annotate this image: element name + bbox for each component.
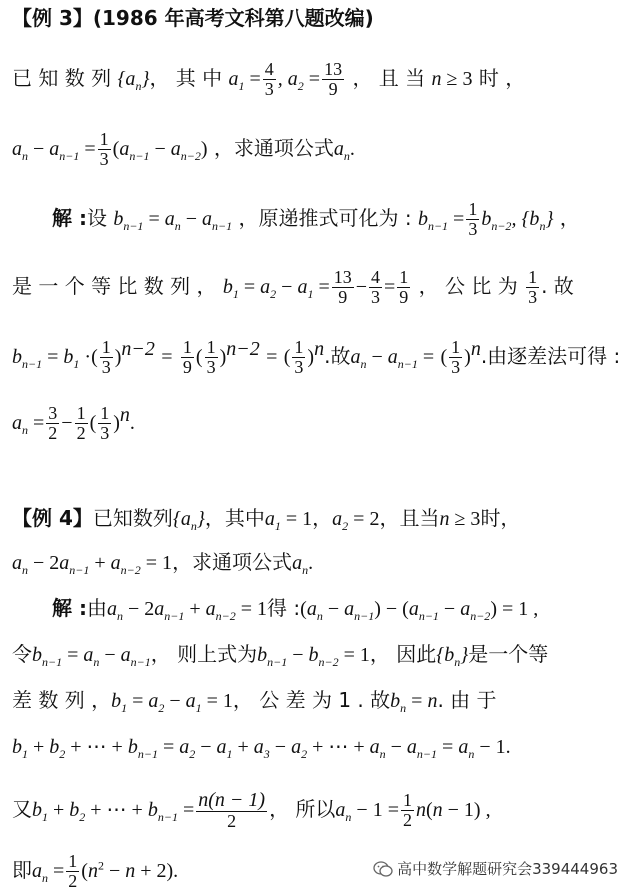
watermark-text: 高中数学解题研究会339444963: [397, 860, 618, 878]
watermark: [373, 858, 618, 879]
example4-solution-line5: 又$b_1 + b_2$ + ⋯ + $b_{n-1}$ = $\frac{n(n - 1)}{2}$ ， 所以$a_n - 1$ = $\frac{1}{2}$ n(n − 1) ,: [12, 789, 491, 831]
example4-recurrence: $a_n - 2a_{n-1} + a_{n-2} = 1$，求通项公式$a_n$.: [12, 550, 314, 577]
example3-solution-line3: $b_{n-1} = b_1$ ·( $\frac{1}{3}$ )$^{n-2}$ = $\frac{1}{9}$ ( $\frac{1}{3}$ )$^{n-2}$ = ( $\frac{1}{3}$ )$^n$.故$a_n - a_{n-1}$ = ( $\frac{1}{3}$ )$^n$.由逐差法可得 :: [12, 337, 621, 377]
example3-solution-line1: 解 :设 $b_{n-1} = a_n - a_{n-1}$ ，原递推式可化为 : $b_{n-1}$ = $\frac{1}{3}$ $b_{n-2}$, $\{b_n\}$ ，: [52, 199, 580, 239]
example3-line1: 已 知 数 列 $\{a_n\}$， 其 中 $a_1$ = $\frac{4}{3}$ , $a_2$ = $\frac{13}{9}$ ， 且 当 n ≥ 3 时 ，: [12, 59, 526, 99]
example3-header: 【例 3】(1986 年高考文科第八题改编): [12, 6, 374, 30]
example4-line1: 【例 4】已知数列$\{a_n\}$，其中$a_1 = 1$，$a_2 = 2$，且当n ≥ 3时，: [12, 506, 521, 533]
example4-solution-line2: 令$b_{n-1} = a_n - a_{n-1}$， 则上式为$b_{n-1} - b_{n-2} = 1$， 因此$\{b_n\}$是一个等: [12, 642, 549, 669]
example3-solution-line2: 是 一 个 等 比 数 列 ， $b_1 = a_2 - a_1$ = $\frac{13}{9}$ − $\frac{4}{3}$ = $\frac{1}{9}$ ， 公 比 为 $\frac{1}{3}$ . 故: [12, 267, 574, 307]
example4-solution-line4: $b_1 + b_2$ + ⋯ + $b_{n-1} = a_2 - a_1 + a_3 - a_2$ + ⋯ + $a_n - a_{n-1} = a_n - 1$.: [12, 736, 511, 761]
example4-result: 即$a_n$ = $\frac{1}{2}$ $(n^2 - n + 2)$.: [12, 851, 179, 891]
example3-recurrence: $a_n - a_{n-1}$ = $\frac{1}{3}$ $(a_{n-1} - a_{n-2})$ ，求通项公式$a_n$.: [12, 129, 355, 169]
example3-result: $a_n$ = $\frac{3}{2}$ − $\frac{1}{2}$ ( $\frac{1}{3}$ )$^n$.: [12, 403, 135, 443]
example4-solution-line1: 解 :由$a_n - 2a_{n-1} + a_{n-2} = 1$得 $:(a_n - a_{n-1}) - (a_{n-1} - a_{n-2}) = 1$ ,: [52, 596, 539, 623]
example4-header: 【例 4】: [12, 506, 93, 530]
example4-solution-line3: 差 数 列 ，$b_1 = a_2 - a_1 = 1$， 公 差 为 1 . 故$b_n = n$. 由 于: [12, 688, 497, 715]
wechat-icon: [373, 860, 393, 878]
